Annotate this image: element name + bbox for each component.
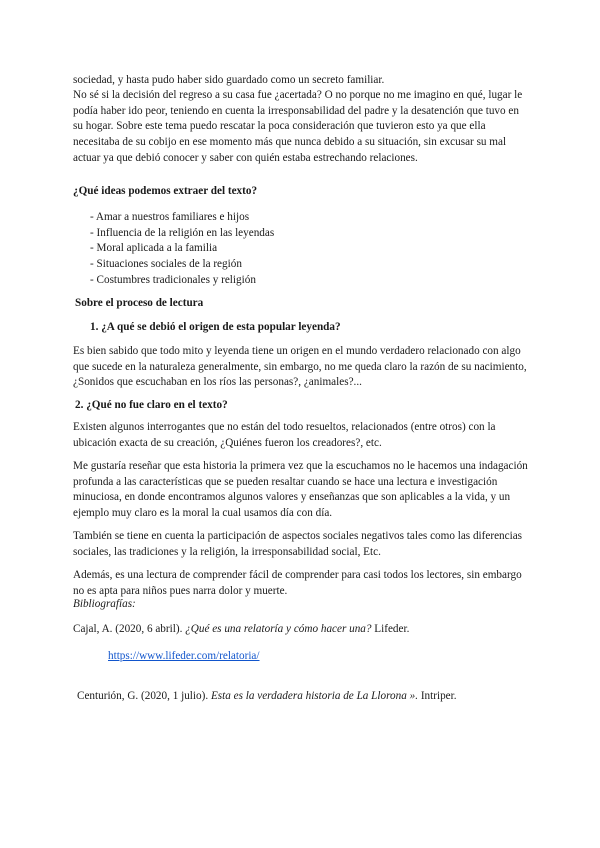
bibliography-label: Bibliografías:: [73, 598, 136, 610]
answer-1: Es bien sabido que todo mito y leyenda tiene un origen en el mundo verdadero relacionado con algo que sucede en la naturaleza generalmente, sin embargo, no me queda claro la razón de su nacimiento, ¿Sonidos que escuchaban en los ríos las personas?, ¿animales?...: [73, 345, 527, 389]
reference-2-publisher: Intriper.: [418, 690, 457, 702]
paragraph-opinion: No sé si la decisión del regreso a su casa fue ¿acertada? O no porque no me imagino en qué, lugar le podía haber ido peor, teniendo en cuenta la irresponsabilidad del padre y la desatención que tuvo en su hogar. Sobre este tema puedo rescatar la poca consideración que tuvieron esto ya que ella necesitaba de su cobijo en ese momento más que nunca debido a su situación, sin excusar su mal actuar ya que debió conocer y saber con quién estaba estrechando relaciones.: [73, 89, 523, 164]
idea-item: - Influencia de la religión en las leyendas: [90, 226, 275, 239]
ideas-heading: ¿Qué ideas podemos extraer del texto?: [73, 185, 258, 197]
paragraph-final: Además, es una lectura de comprender fácil de comprender para casi todos los lectores, sin embargo no es apta para niños pues narra dolor y muerte.: [73, 569, 522, 597]
reference-2-author: Centurión, G. (2020, 1 julio).: [77, 690, 211, 702]
reference-1-publisher: Lifeder.: [371, 623, 410, 635]
paragraph-continuation: sociedad, y hasta pudo haber sido guardado como un secreto familiar.: [73, 74, 385, 86]
reference-2-title: Esta es la verdadera historia de La Llorona ».: [210, 690, 419, 702]
idea-item: - Situaciones sociales de la región: [90, 258, 242, 271]
reference-1-author: Cajal, A. (2020, 6 abril).: [73, 623, 186, 635]
idea-item: - Costumbres tradicionales y religión: [90, 273, 256, 286]
question-1: 1. ¿A qué se debió el origen de esta popular leyenda?: [90, 321, 341, 333]
idea-item: - Moral aplicada a la familia: [90, 242, 218, 255]
paragraph-review: Me gustaría reseñar que esta historia la primera vez que la escuchamos no le hacemos una indagación profunda a las características que se pueden resaltar cuando se hace una lectura e investigación minuciosa, en donde encontramos algunos valores y enseñanzas que son aplicables a la vida, y un ejemplo muy claro es la moral la cual usamos día con día.: [73, 460, 528, 520]
question-2: 2. ¿Qué no fue claro en el texto?: [75, 399, 228, 411]
reference-1-link-line: [108, 649, 566, 665]
paragraph-social: También se tiene en cuenta la participación de aspectos sociales negativos tales como las diferencias sociales, las tradiciones y la religión, la irresponsabilidad social, Etc.: [73, 530, 523, 558]
reading-process-heading: Sobre el proceso de lectura: [75, 297, 204, 309]
answer-2: Existen algunos interrogantes que no están del todo resueltos, relacionados (entre otros) con la ubicación exacta de su creación, ¿Quiénes fueron los creadores?, etc.: [73, 421, 496, 449]
reference-1-title: ¿Qué es una relatoría y cómo hacer una?: [185, 623, 372, 635]
ideas-list: [90, 210, 274, 288]
reference-2: [77, 689, 535, 705]
reference-1: [73, 622, 531, 638]
reference-1-link[interactable]: https://www.lifeder.com/relatoria/: [108, 650, 260, 662]
idea-item: - Amar a nuestros familiares e hijos: [90, 211, 250, 223]
